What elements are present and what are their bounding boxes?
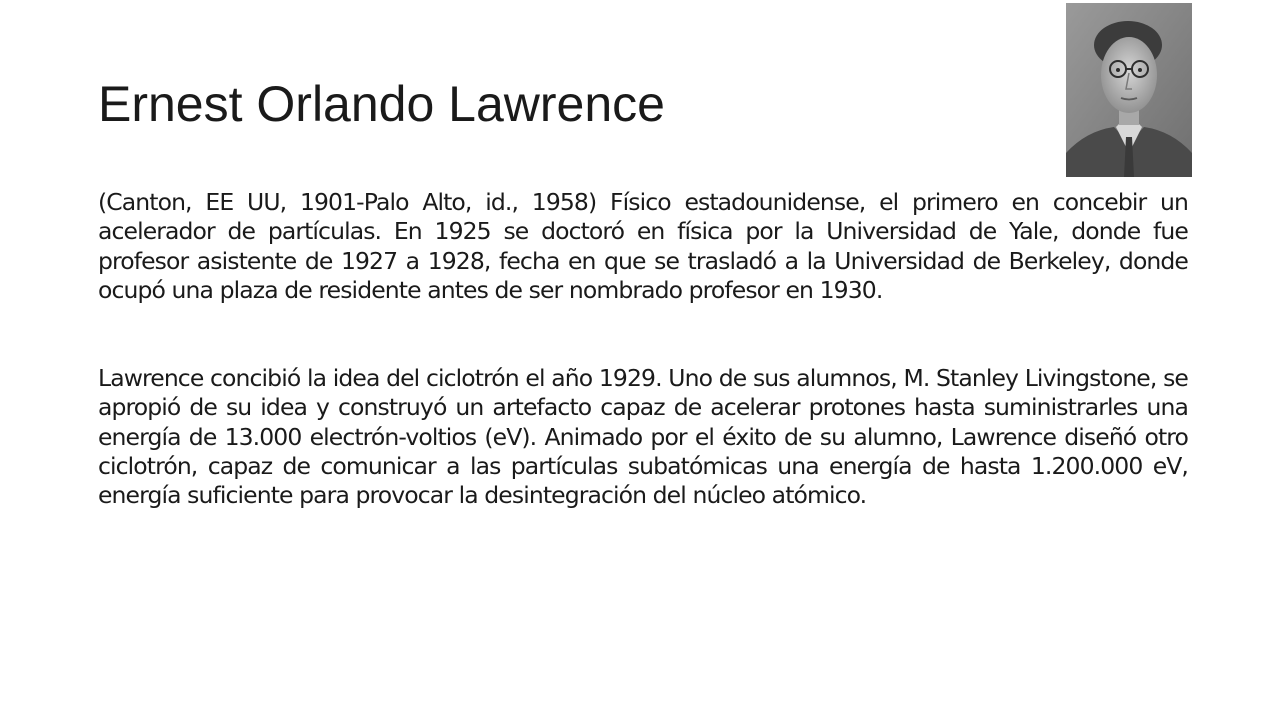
slide-body [98,188,1188,511]
portrait-photo [1066,3,1192,177]
slide-title: Ernest Orlando Lawrence [98,76,665,132]
paragraph-biography: (Canton, EE UU, 1901-Palo Alto, id., 1958) Físico estadounidense, el primero en concebir un acelerador de partículas. En 1925 se doctoró en física por la Universidad de Yale, donde fue profesor asistente de 1927 a 1928, fecha en que se trasladó a la Universidad de Berkeley, donde ocupó una plaza de residente antes de ser nombrado profesor en 1930. [98,188,1188,304]
paragraph-cyclotron: Lawrence concibió la idea del ciclotrón el año 1929. Uno de sus alumnos, M. Stanley Livingstone, se apropió de su idea y construyó un artefacto capaz de acelerar protones hasta suministrarles una energía de 13.000 electrón-voltios (eV). Animado por el éxito de su alumno, Lawrence diseñó otro ciclotrón, capaz de comunicar a las partículas subatómicas una energía de hasta 1.200.000 eV, energía suficiente para provocar la desintegración del núcleo atómico. [98,364,1188,510]
portrait-photo-icon [1066,3,1192,177]
